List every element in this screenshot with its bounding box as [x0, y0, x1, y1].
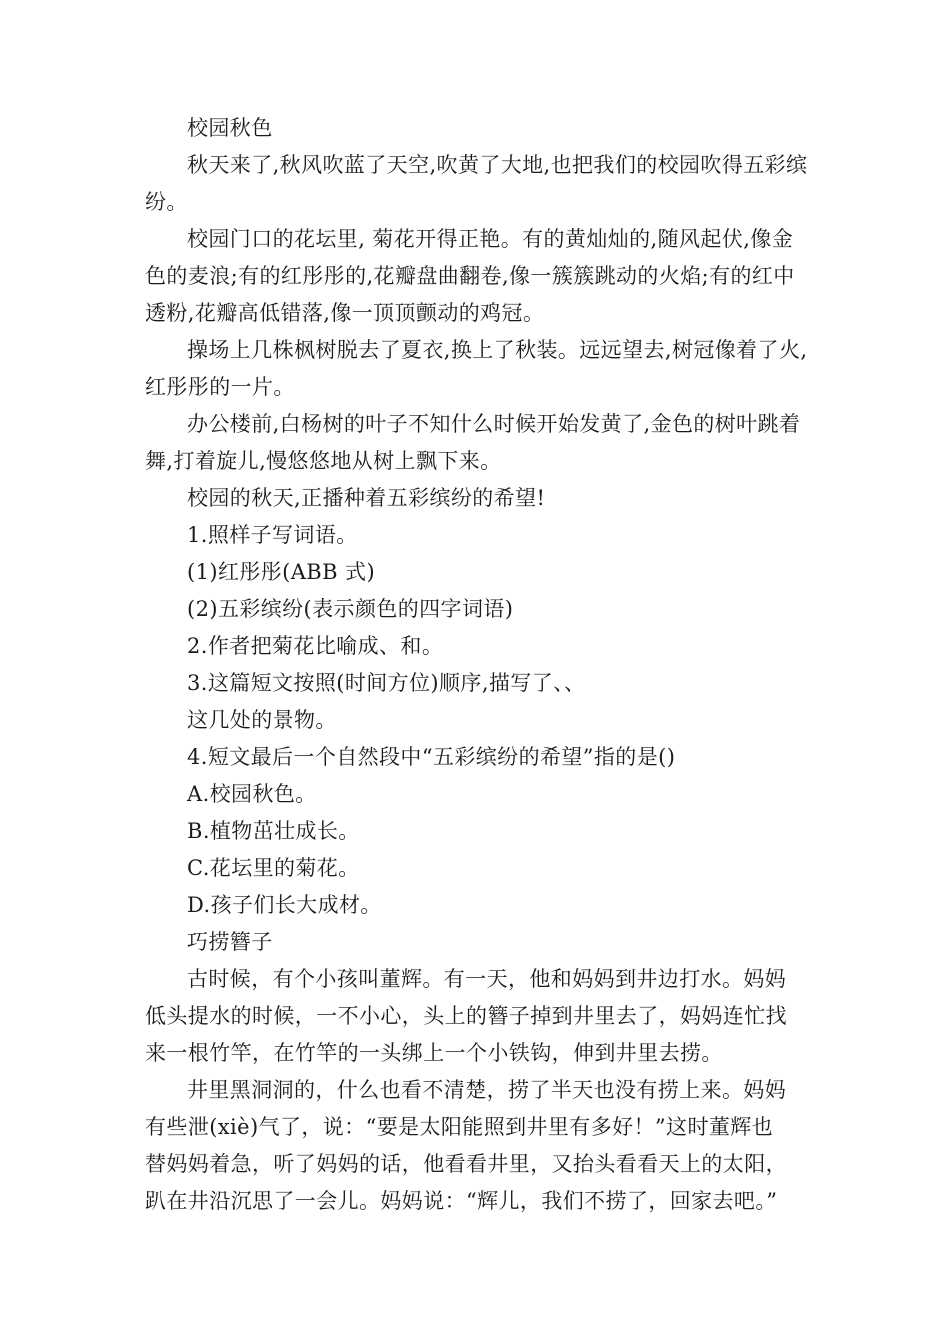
paragraph-line: 办公楼前,白杨树的叶子不知什么时候开始发黄了,金色的树叶跳着	[187, 412, 801, 436]
question-3-cont: 这几处的景物。	[187, 708, 337, 732]
paragraph-line: 替妈妈着急，听了妈妈的话，他看看井里，又抬头看看天上的太阳，	[145, 1152, 787, 1176]
paragraph-line: 井里黑洞洞的，什么也看不清楚，捞了半天也没有捞上来。妈妈	[187, 1078, 787, 1102]
paragraph-line: 有些泄(xiè)气了，说：“要是太阳能照到井里有多好！”这时董辉也	[145, 1115, 774, 1139]
paragraph-line: 秋天来了,秋风吹蓝了天空,吹黄了大地,也把我们的校园吹得五彩缤	[187, 153, 808, 177]
paragraph-line: 低头提水的时候，一不小心，头上的簪子掉到井里去了，妈妈连忙找	[145, 1004, 787, 1028]
option-b: B.植物茁壮成长。	[187, 819, 360, 843]
paragraph-line: 红彤彤的一片。	[145, 375, 295, 399]
option-c: C.花坛里的菊花。	[187, 856, 360, 880]
paragraph-line: 色的麦浪;有的红彤彤的,花瓣盘曲翻卷,像一簇簇跳动的火焰;有的红中	[145, 264, 795, 288]
paragraph-line: 来一根竹竿，在竹竿的一头绑上一个小铁钩，伸到井里去捞。	[145, 1041, 723, 1065]
question-1: 1.照样子写词语。	[187, 523, 358, 547]
question-3: 3.这篇短文按照(时间方位)顺序,描写了、、	[187, 671, 586, 695]
paragraph-line: 纷。	[145, 190, 188, 214]
option-a: A.校园秋色。	[187, 782, 317, 806]
question-1-part-2: (2)五彩缤纷(表示颜色的四字词语)	[187, 597, 514, 621]
question-2: 2.作者把菊花比喻成、和。	[187, 634, 444, 658]
paragraph-line: 古时候，有个小孩叫董辉。有一天，他和妈妈到井边打水。妈妈	[187, 967, 787, 991]
question-4: 4.短文最后一个自然段中“五彩缤纷的希望”指的是()	[187, 745, 676, 769]
passage-title-1: 校园秋色	[187, 116, 273, 140]
paragraph-line: 透粉,花瓣高低错落,像一顶顶颤动的鸡冠。	[145, 301, 545, 325]
paragraph-line: 校园门口的花坛里, 菊花开得正艳。有的黄灿灿的,随风起伏,像金	[187, 227, 794, 251]
paragraph-line: 舞,打着旋儿,慢悠悠地从树上飘下来。	[145, 449, 502, 473]
option-d: D.孩子们长大成材。	[187, 893, 382, 917]
question-1-part-1: (1)红彤彤(ABB 式)	[187, 560, 376, 584]
paragraph-line: 校园的秋天,正播种着五彩缤纷的希望!	[187, 486, 546, 510]
paragraph-line: 操场上几株枫树脱去了夏衣,换上了秋装。远远望去,树冠像着了火,	[187, 338, 808, 362]
paragraph-line: 趴在井沿沉思了一会儿。妈妈说：“辉儿，我们不捞了，回家去吧。”	[145, 1189, 778, 1213]
passage-title-2: 巧捞簪子	[187, 930, 273, 954]
